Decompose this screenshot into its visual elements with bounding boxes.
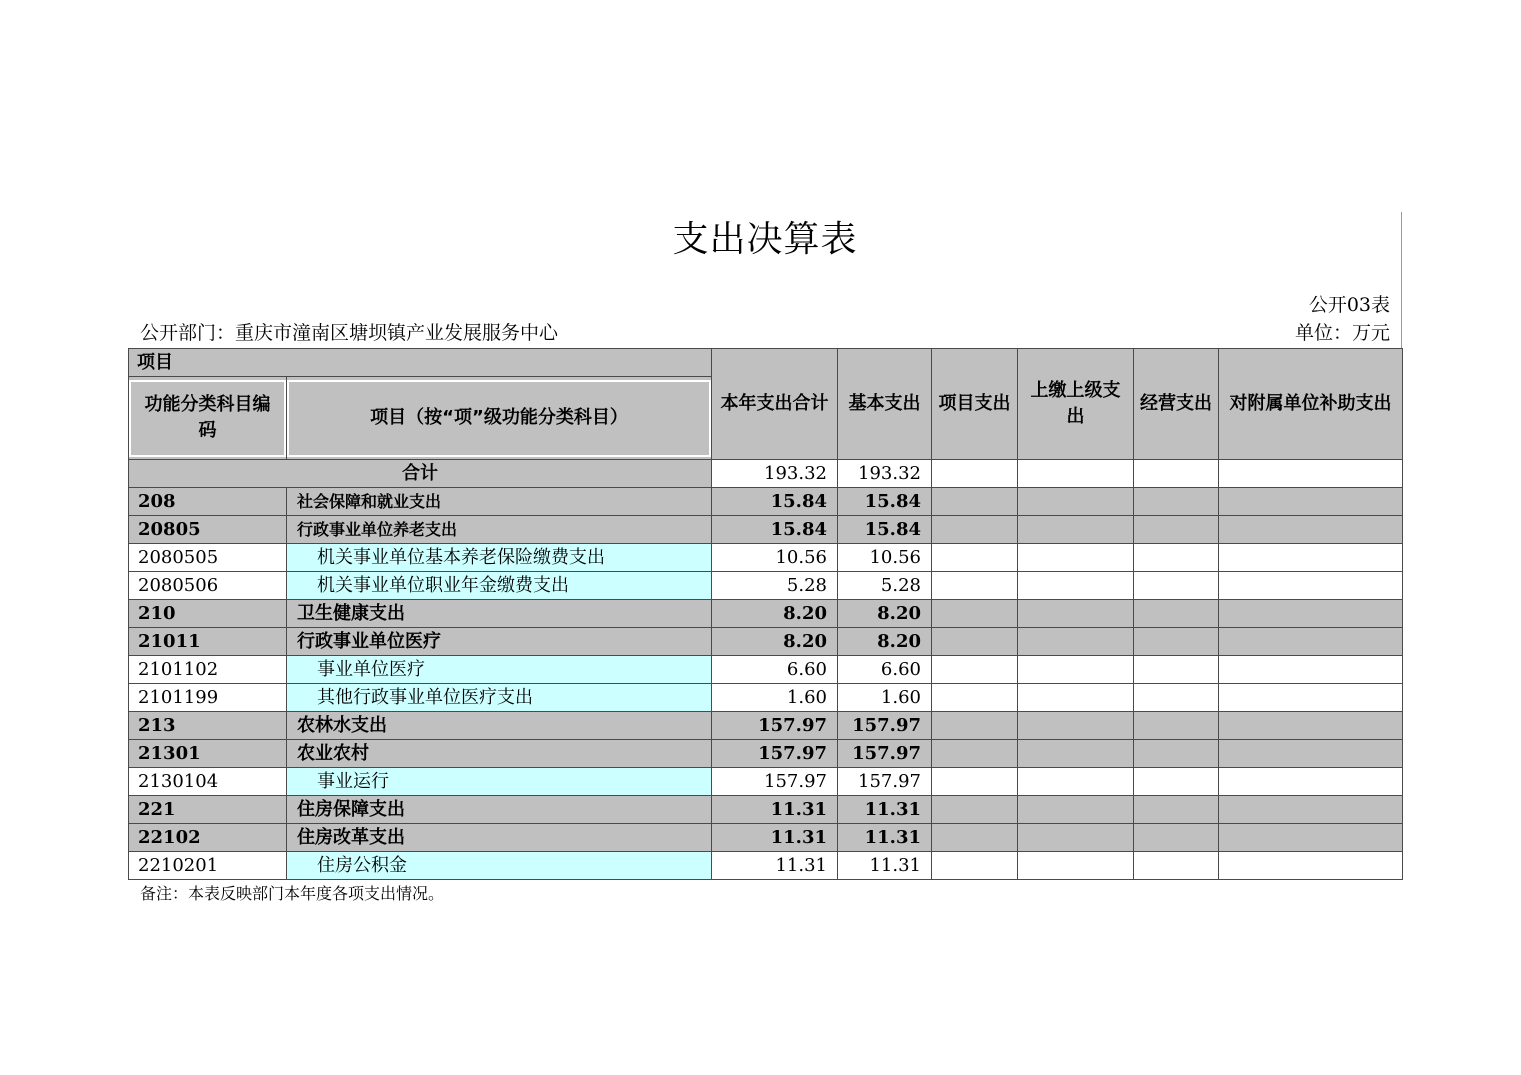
row-subsidy [1219,600,1403,628]
row-name: 其他行政事业单位医疗支出 [287,684,712,712]
row-project [932,824,1018,852]
form-number: 公开03表 [1308,294,1390,316]
row-upper [1018,488,1134,516]
row-subsidy [1219,656,1403,684]
table-row [129,600,1403,628]
unit-label: 单位：万元 [1294,322,1390,344]
row-project [932,600,1018,628]
row-total: 11.31 [712,852,838,880]
header-basic: 基本支出 [838,349,932,460]
header-code-cell [129,377,287,460]
row-project [932,768,1018,796]
total-business-cell [1134,460,1219,488]
row-total: 157.97 [712,768,838,796]
row-name: 社会保障和就业支出 [287,488,712,516]
row-project [932,488,1018,516]
row-total: 8.20 [712,628,838,656]
expenditure-table [128,348,1403,880]
row-basic: 11.31 [838,852,932,880]
row-upper [1018,796,1134,824]
row-basic: 10.56 [838,544,932,572]
row-basic: 15.84 [838,516,932,544]
table-row [129,824,1403,852]
row-total: 8.20 [712,600,838,628]
row-name: 行政事业单位养老支出 [287,516,712,544]
row-code: 208 [129,488,287,516]
total-project-cell [932,460,1018,488]
row-subsidy [1219,712,1403,740]
row-basic: 11.31 [838,824,932,852]
table-row [129,740,1403,768]
row-total: 15.84 [712,516,838,544]
table-row [129,628,1403,656]
row-name: 住房公积金 [287,852,712,880]
row-upper [1018,544,1134,572]
row-total: 157.97 [712,740,838,768]
table-row [129,656,1403,684]
row-code: 213 [129,712,287,740]
table-row [129,684,1403,712]
row-project [932,656,1018,684]
row-business [1134,796,1219,824]
table-row [129,572,1403,600]
total-basic-cell: 193.32 [838,460,932,488]
row-name: 机关事业单位职业年金缴费支出 [287,572,712,600]
row-project [932,852,1018,880]
row-subsidy [1219,488,1403,516]
row-business [1134,544,1219,572]
row-code: 2080505 [129,544,287,572]
row-project [932,572,1018,600]
row-name: 住房改革支出 [287,824,712,852]
row-basic: 11.31 [838,796,932,824]
header-item: 项目 [129,349,712,377]
row-subsidy [1219,516,1403,544]
header-code: 功能分类科目编码 [129,380,286,457]
row-project [932,712,1018,740]
header-total: 本年支出合计 [712,349,838,460]
row-upper [1018,684,1134,712]
row-total: 10.56 [712,544,838,572]
row-code: 221 [129,796,287,824]
row-name: 农林水支出 [287,712,712,740]
department-label: 公开部门：重庆市潼南区塘坝镇产业发展服务中心 [140,322,559,344]
row-business [1134,628,1219,656]
table-row [129,712,1403,740]
row-code: 2101199 [129,684,287,712]
row-business [1134,684,1219,712]
header-name: 项目（按“项”级功能分类科目） [287,380,711,457]
table-row [129,768,1403,796]
row-basic: 8.20 [838,628,932,656]
total-sum-cell: 193.32 [712,460,838,488]
header-subsidy: 对附属单位补助支出 [1219,349,1403,460]
row-code: 2101102 [129,656,287,684]
row-basic: 1.60 [838,684,932,712]
row-total: 157.97 [712,712,838,740]
total-subsidy-cell [1219,460,1403,488]
row-name: 行政事业单位医疗 [287,628,712,656]
row-subsidy [1219,628,1403,656]
row-total: 15.84 [712,488,838,516]
row-name: 住房保障支出 [287,796,712,824]
row-code: 21301 [129,740,287,768]
page-title: 支出决算表 [672,219,858,260]
row-code: 210 [129,600,287,628]
row-project [932,796,1018,824]
total-label: 合计 [129,460,712,488]
row-project [932,740,1018,768]
row-code: 2130104 [129,768,287,796]
row-business [1134,824,1219,852]
row-total: 11.31 [712,796,838,824]
row-name: 事业单位医疗 [287,656,712,684]
row-basic: 5.28 [838,572,932,600]
row-subsidy [1219,544,1403,572]
row-upper [1018,600,1134,628]
row-basic: 157.97 [838,768,932,796]
header-project: 项目支出 [932,349,1018,460]
row-name: 农业农村 [287,740,712,768]
row-total: 5.28 [712,572,838,600]
row-upper [1018,824,1134,852]
row-subsidy [1219,796,1403,824]
table-row [129,516,1403,544]
row-subsidy [1219,824,1403,852]
header-row-1 [129,349,1403,377]
row-code: 20805 [129,516,287,544]
row-code: 2210201 [129,852,287,880]
row-basic: 157.97 [838,740,932,768]
row-business [1134,852,1219,880]
total-upper-cell [1018,460,1134,488]
row-business [1134,740,1219,768]
row-project [932,516,1018,544]
row-name: 机关事业单位基本养老保险缴费支出 [287,544,712,572]
row-project [932,628,1018,656]
row-subsidy [1219,572,1403,600]
row-upper [1018,712,1134,740]
total-row [129,460,1403,488]
header-upper: 上缴上级支出 [1018,349,1134,460]
row-basic: 157.97 [838,712,932,740]
table-row [129,796,1403,824]
row-subsidy [1219,684,1403,712]
row-name: 卫生健康支出 [287,600,712,628]
row-subsidy [1219,852,1403,880]
row-basic: 15.84 [838,488,932,516]
row-business [1134,488,1219,516]
row-code: 22102 [129,824,287,852]
row-code: 21011 [129,628,287,656]
row-code: 2080506 [129,572,287,600]
header-business: 经营支出 [1134,349,1219,460]
row-subsidy [1219,768,1403,796]
row-business [1134,572,1219,600]
table-row [129,544,1403,572]
row-business [1134,516,1219,544]
row-upper [1018,656,1134,684]
row-total: 1.60 [712,684,838,712]
row-upper [1018,628,1134,656]
row-basic: 8.20 [838,600,932,628]
row-upper [1018,768,1134,796]
row-upper [1018,516,1134,544]
row-name: 事业运行 [287,768,712,796]
row-subsidy [1219,740,1403,768]
row-upper [1018,740,1134,768]
row-project [932,544,1018,572]
table-row [129,852,1403,880]
row-business [1134,656,1219,684]
row-total: 6.60 [712,656,838,684]
row-business [1134,600,1219,628]
header-name-cell [287,377,712,460]
row-basic: 6.60 [838,656,932,684]
row-upper [1018,852,1134,880]
table-row [129,488,1403,516]
row-total: 11.31 [712,824,838,852]
row-project [932,684,1018,712]
row-business [1134,768,1219,796]
footnote: 备注：本表反映部门本年度各项支出情况。 [140,884,445,903]
row-upper [1018,572,1134,600]
row-business [1134,712,1219,740]
